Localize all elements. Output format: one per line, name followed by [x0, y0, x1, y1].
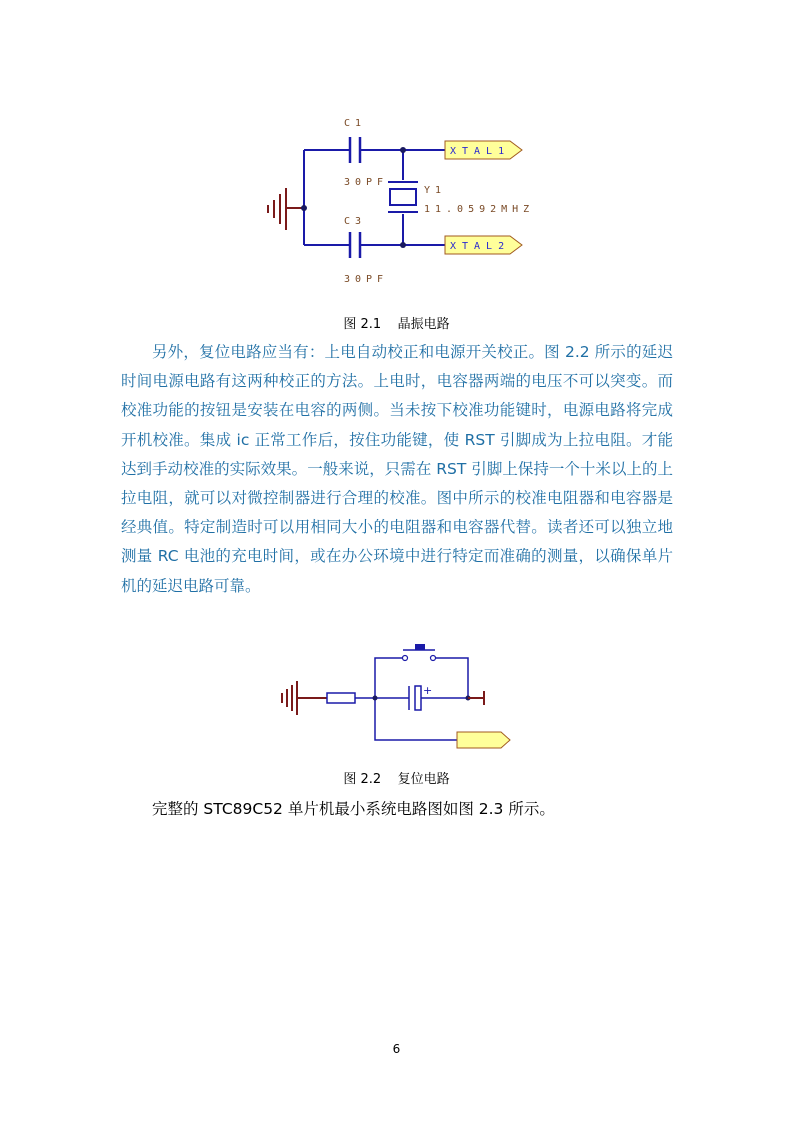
net-label-xtal2 [445, 236, 522, 254]
c3-value: 30PF [344, 274, 389, 285]
paragraph-figure-reference: 完整的 STC89C52 单片机最小系统电路图如图 2.3 所示。 [152, 800, 555, 818]
svg-text:XTAL1: XTAL1 [450, 146, 511, 157]
ground-symbol [268, 188, 304, 230]
crystal-y1 [388, 182, 418, 212]
electrolytic-capacitor [409, 684, 432, 710]
c1-label: C1 [344, 118, 367, 129]
crystal-circuit-diagram [260, 110, 540, 295]
capacitor-c1 [350, 137, 360, 163]
resistor [327, 693, 355, 703]
paragraph-reset-description: 另外，复位电路应当有：上电自动校正和电源开关校正。图 2.2 所示的延迟时间电源电路有这两种校正的方法。上电时，电容器两端的电压不可以突变。而校准功能的按钮是安装在电容的两侧。当未按下校准功能键时，电源电路将完成开机校准。集成 ic 正常工作后，按住功能键，使 RST 引脚成为上拉电阻。才能达到手动校准的实际效果。一般来说，只需在 RST 引脚上保持一个十米以上的上拉电阻，就可以对微控制器进行合理的校准。图中所示的校准电阻器和电容器是经典值。特定制造时可以用相同大小的电阻器和电容器代替。读者还可以独立地测量 RC 电池的充电时间，或在办公环境中进行特定而准确的测量，以确保单片机的延迟电路可靠。 [121, 343, 673, 595]
net-label-reset [457, 732, 510, 748]
capacitor-c3 [350, 232, 360, 258]
figure-2-2-caption: 图 2.2 复位电路 [343, 772, 450, 787]
wires [355, 658, 468, 740]
wires [304, 150, 445, 245]
reset-circuit-diagram [275, 640, 520, 755]
y1-label: Y1 [424, 185, 447, 196]
net-label-xtal1 [445, 141, 522, 159]
ground-symbol [282, 681, 327, 715]
y1-value: 11.0592MHZ [424, 204, 535, 215]
c3-label: C3 [344, 216, 367, 227]
figure-2-1-caption: 图 2.1 晶振电路 [343, 317, 450, 332]
c1-value: 30PF [344, 177, 389, 188]
page-number: 6 [392, 1042, 401, 1056]
svg-text:XTAL2: XTAL2 [450, 241, 511, 252]
push-button [403, 644, 436, 661]
capacitor-polarity-label: + [423, 684, 433, 697]
